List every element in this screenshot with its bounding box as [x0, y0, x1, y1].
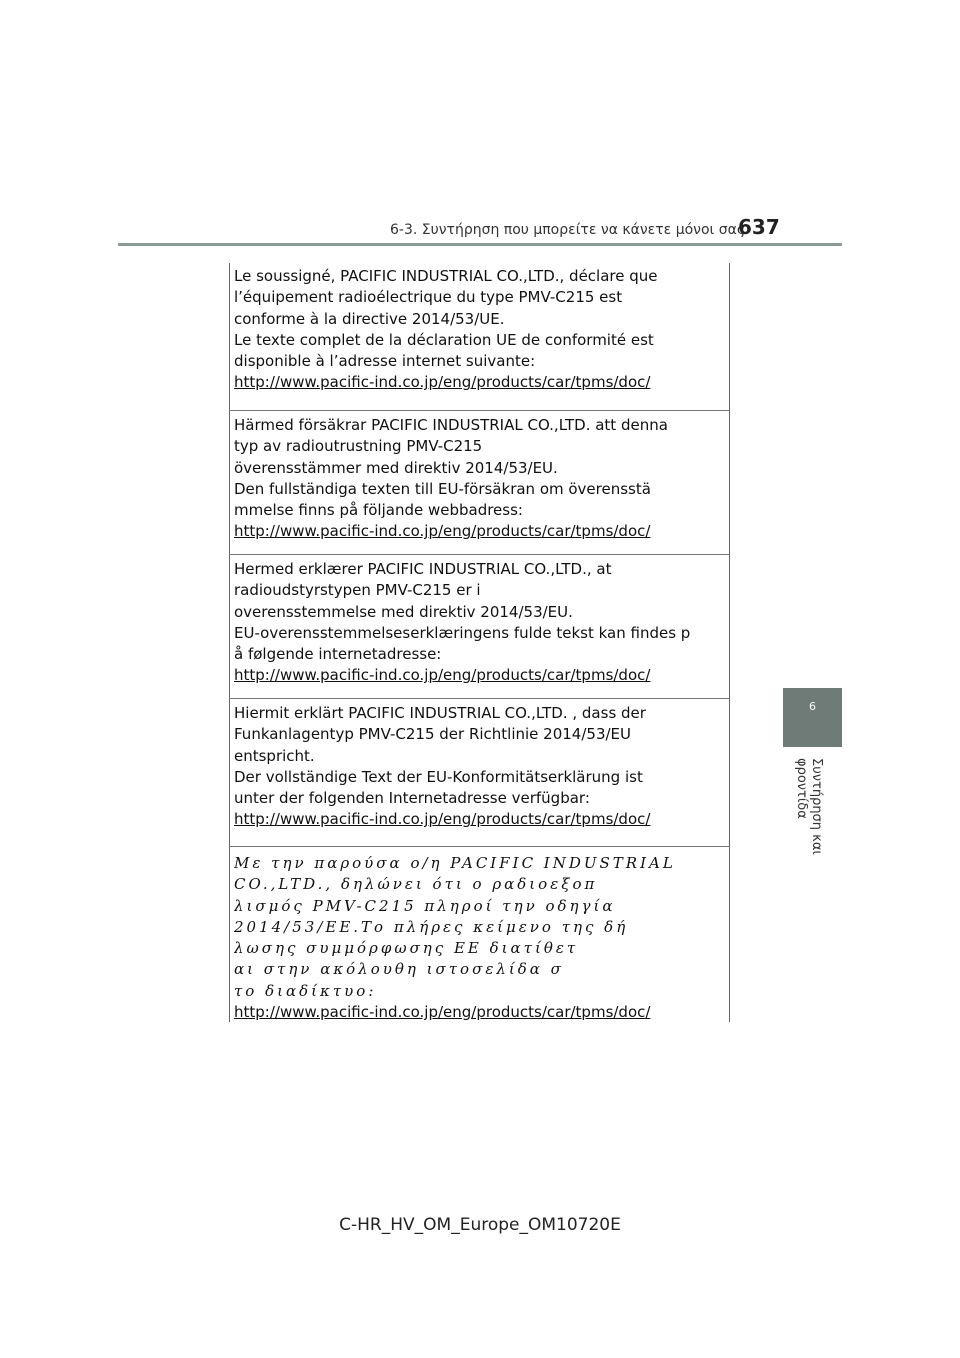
header-divider [118, 243, 842, 246]
declaration-line: typ av radioutrustning PMV-C215 [234, 437, 483, 456]
chapter-tab-label: Συντήρηση και φροντίδα [794, 758, 824, 855]
declaration-line: unter der folgenden Internetadresse verfügbar: [234, 789, 590, 808]
declaration-url-link[interactable]: http://www.pacific-ind.co.jp/eng/products/car/tpms/doc/ [234, 1003, 651, 1022]
declaration-line: l’équipement radioélectrique du type PMV-C215 est [234, 288, 623, 307]
declaration-line: radioudstyrstypen PMV-C215 er i [234, 581, 481, 600]
declaration-block-fr [229, 266, 730, 394]
declaration-line: entspricht. [234, 746, 315, 765]
declaration-url-link[interactable]: http://www.pacific-ind.co.jp/eng/products/car/tpms/doc/ [234, 373, 651, 392]
declaration-line: å følgende internetadresse: [234, 645, 442, 664]
declaration-block-el [229, 846, 730, 1023]
declaration-line: το διαδίκτυο: [234, 981, 377, 1000]
declaration-line: EU-overensstemmelseserklæringens fulde tekst kan findes p [234, 623, 691, 642]
declaration-line: αι στην ακόλουθη ιστοσελίδα σ [234, 960, 564, 979]
page-number: 637 [738, 215, 780, 239]
declaration-line: Με την παρούσα ο/η PACIFIC INDUSTRIAL [234, 854, 676, 872]
declaration-line: överensstämmer med direktiv 2014/53/EU. [234, 458, 558, 477]
declaration-line: overensstemmelse med direktiv 2014/53/EU. [234, 602, 573, 621]
declaration-line: mmelse finns på följande webbadress: [234, 501, 523, 520]
declaration-line: Hiermit erklärt PACIFIC INDUSTRIAL CO.,LTD. , dass der [234, 704, 646, 722]
declaration-line: Hermed erklærer PACIFIC INDUSTRIAL CO.,LTD., at [234, 560, 612, 578]
footer-document-id: C-HR_HV_OM_Europe_OM10720E [339, 1215, 621, 1235]
declaration-box [229, 263, 730, 1022]
header-section-title: 6-3. Συντήρηση που μπορείτε να κάνετε μόνοι σας [390, 222, 746, 238]
declaration-block-da [229, 554, 730, 687]
declaration-line: Den fullständiga texten till EU-försäkran om överensstä [234, 479, 651, 498]
declaration-url-link[interactable]: http://www.pacific-ind.co.jp/eng/products/car/tpms/doc/ [234, 810, 651, 829]
declaration-line: conforme à la directive 2014/53/UE. [234, 309, 505, 328]
declaration-line: Le texte complet de la déclaration UE de conformité est [234, 330, 654, 349]
declaration-block-de [229, 698, 730, 831]
chapter-tab[interactable] [783, 688, 842, 747]
declaration-line: CO.,LTD., δηλώνει ότι ο ραδιοεξοπ [234, 875, 598, 894]
declaration-line: Le soussigné, PACIFIC INDUSTRIAL CO.,LTD., déclare que [234, 267, 658, 285]
declaration-line: λωσης συμμόρφωσης ΕΕ διατίθετ [234, 939, 579, 958]
declaration-line: λισμός PMV-C215 πληροί την οδηγία [234, 896, 616, 915]
declaration-url-link[interactable]: http://www.pacific-ind.co.jp/eng/products/car/tpms/doc/ [234, 666, 651, 685]
declaration-line: Funkanlagentyp PMV-C215 der Richtlinie 2014/53/EU [234, 725, 632, 744]
declaration-line: Härmed försäkrar PACIFIC INDUSTRIAL CO.,LTD. att denna [234, 416, 668, 434]
declaration-line: disponible à l’adresse internet suivante: [234, 352, 536, 371]
chapter-tab-number: 6 [809, 700, 816, 713]
declaration-block-sv [229, 410, 730, 543]
declaration-line: Der vollständige Text der EU-Konformitätserklärung ist [234, 767, 643, 786]
declaration-url-link[interactable]: http://www.pacific-ind.co.jp/eng/products/car/tpms/doc/ [234, 522, 651, 541]
declaration-line: 2014/53/ΕΕ.Το πλήρες κείμενο της δή [234, 917, 629, 936]
